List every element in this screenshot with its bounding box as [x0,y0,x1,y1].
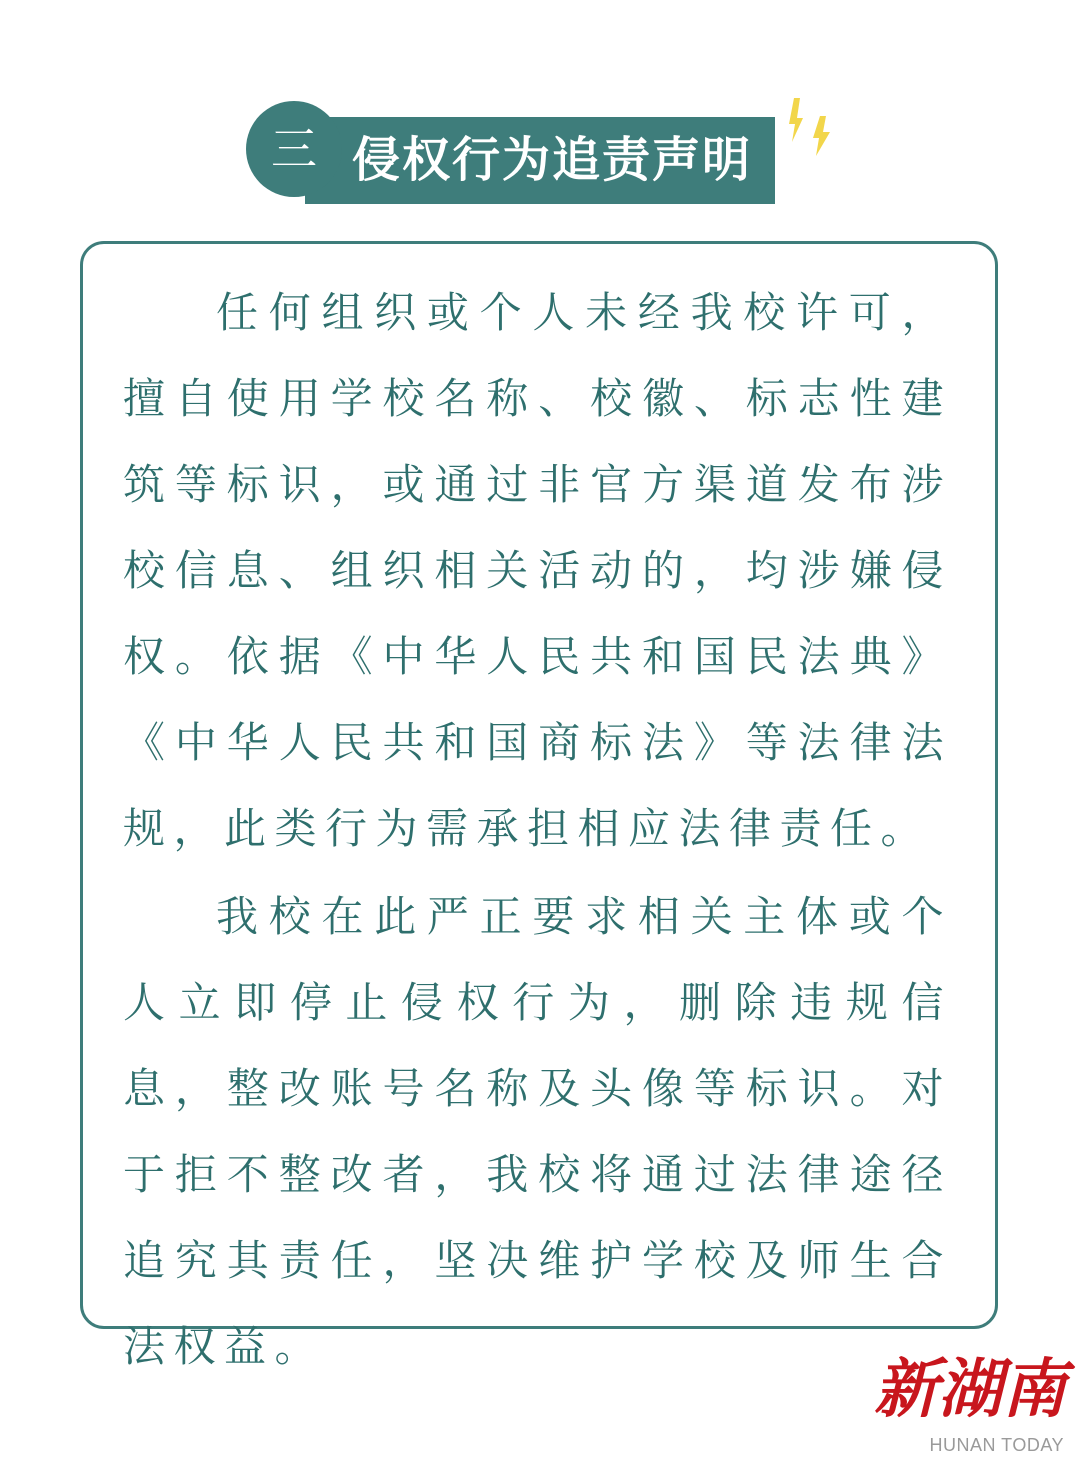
section-number: 三 [271,122,317,176]
page-title: 侵权行为追责声明 [352,132,753,188]
lightning-icon [786,96,846,162]
paragraph-2: 我校在此严正要求相关主体或个人立即停止侵权行为，删除违规信息，整改账号名称及头像等标识。对于拒不整改者，我校将通过法律途径追究其责任，坚决维护学校及师生合法权益。 [123,892,952,1371]
hunan-today-logo-english: HUNAN TODAY [929,1435,1064,1455]
hunan-today-logo: 新湖南 [874,1352,1066,1427]
paragraph-1: 任何组织或个人未经我校许可，擅自使用学校名称、校徽、标志性建筑等标识，或通过非官方渠道发布涉校信息、组织相关活动的，均涉嫌侵权。依据《中华人民共和国民法典》《中华人民共和国商标法》等法律法规，此类行为需承担相应法律责任。 [123,288,952,853]
